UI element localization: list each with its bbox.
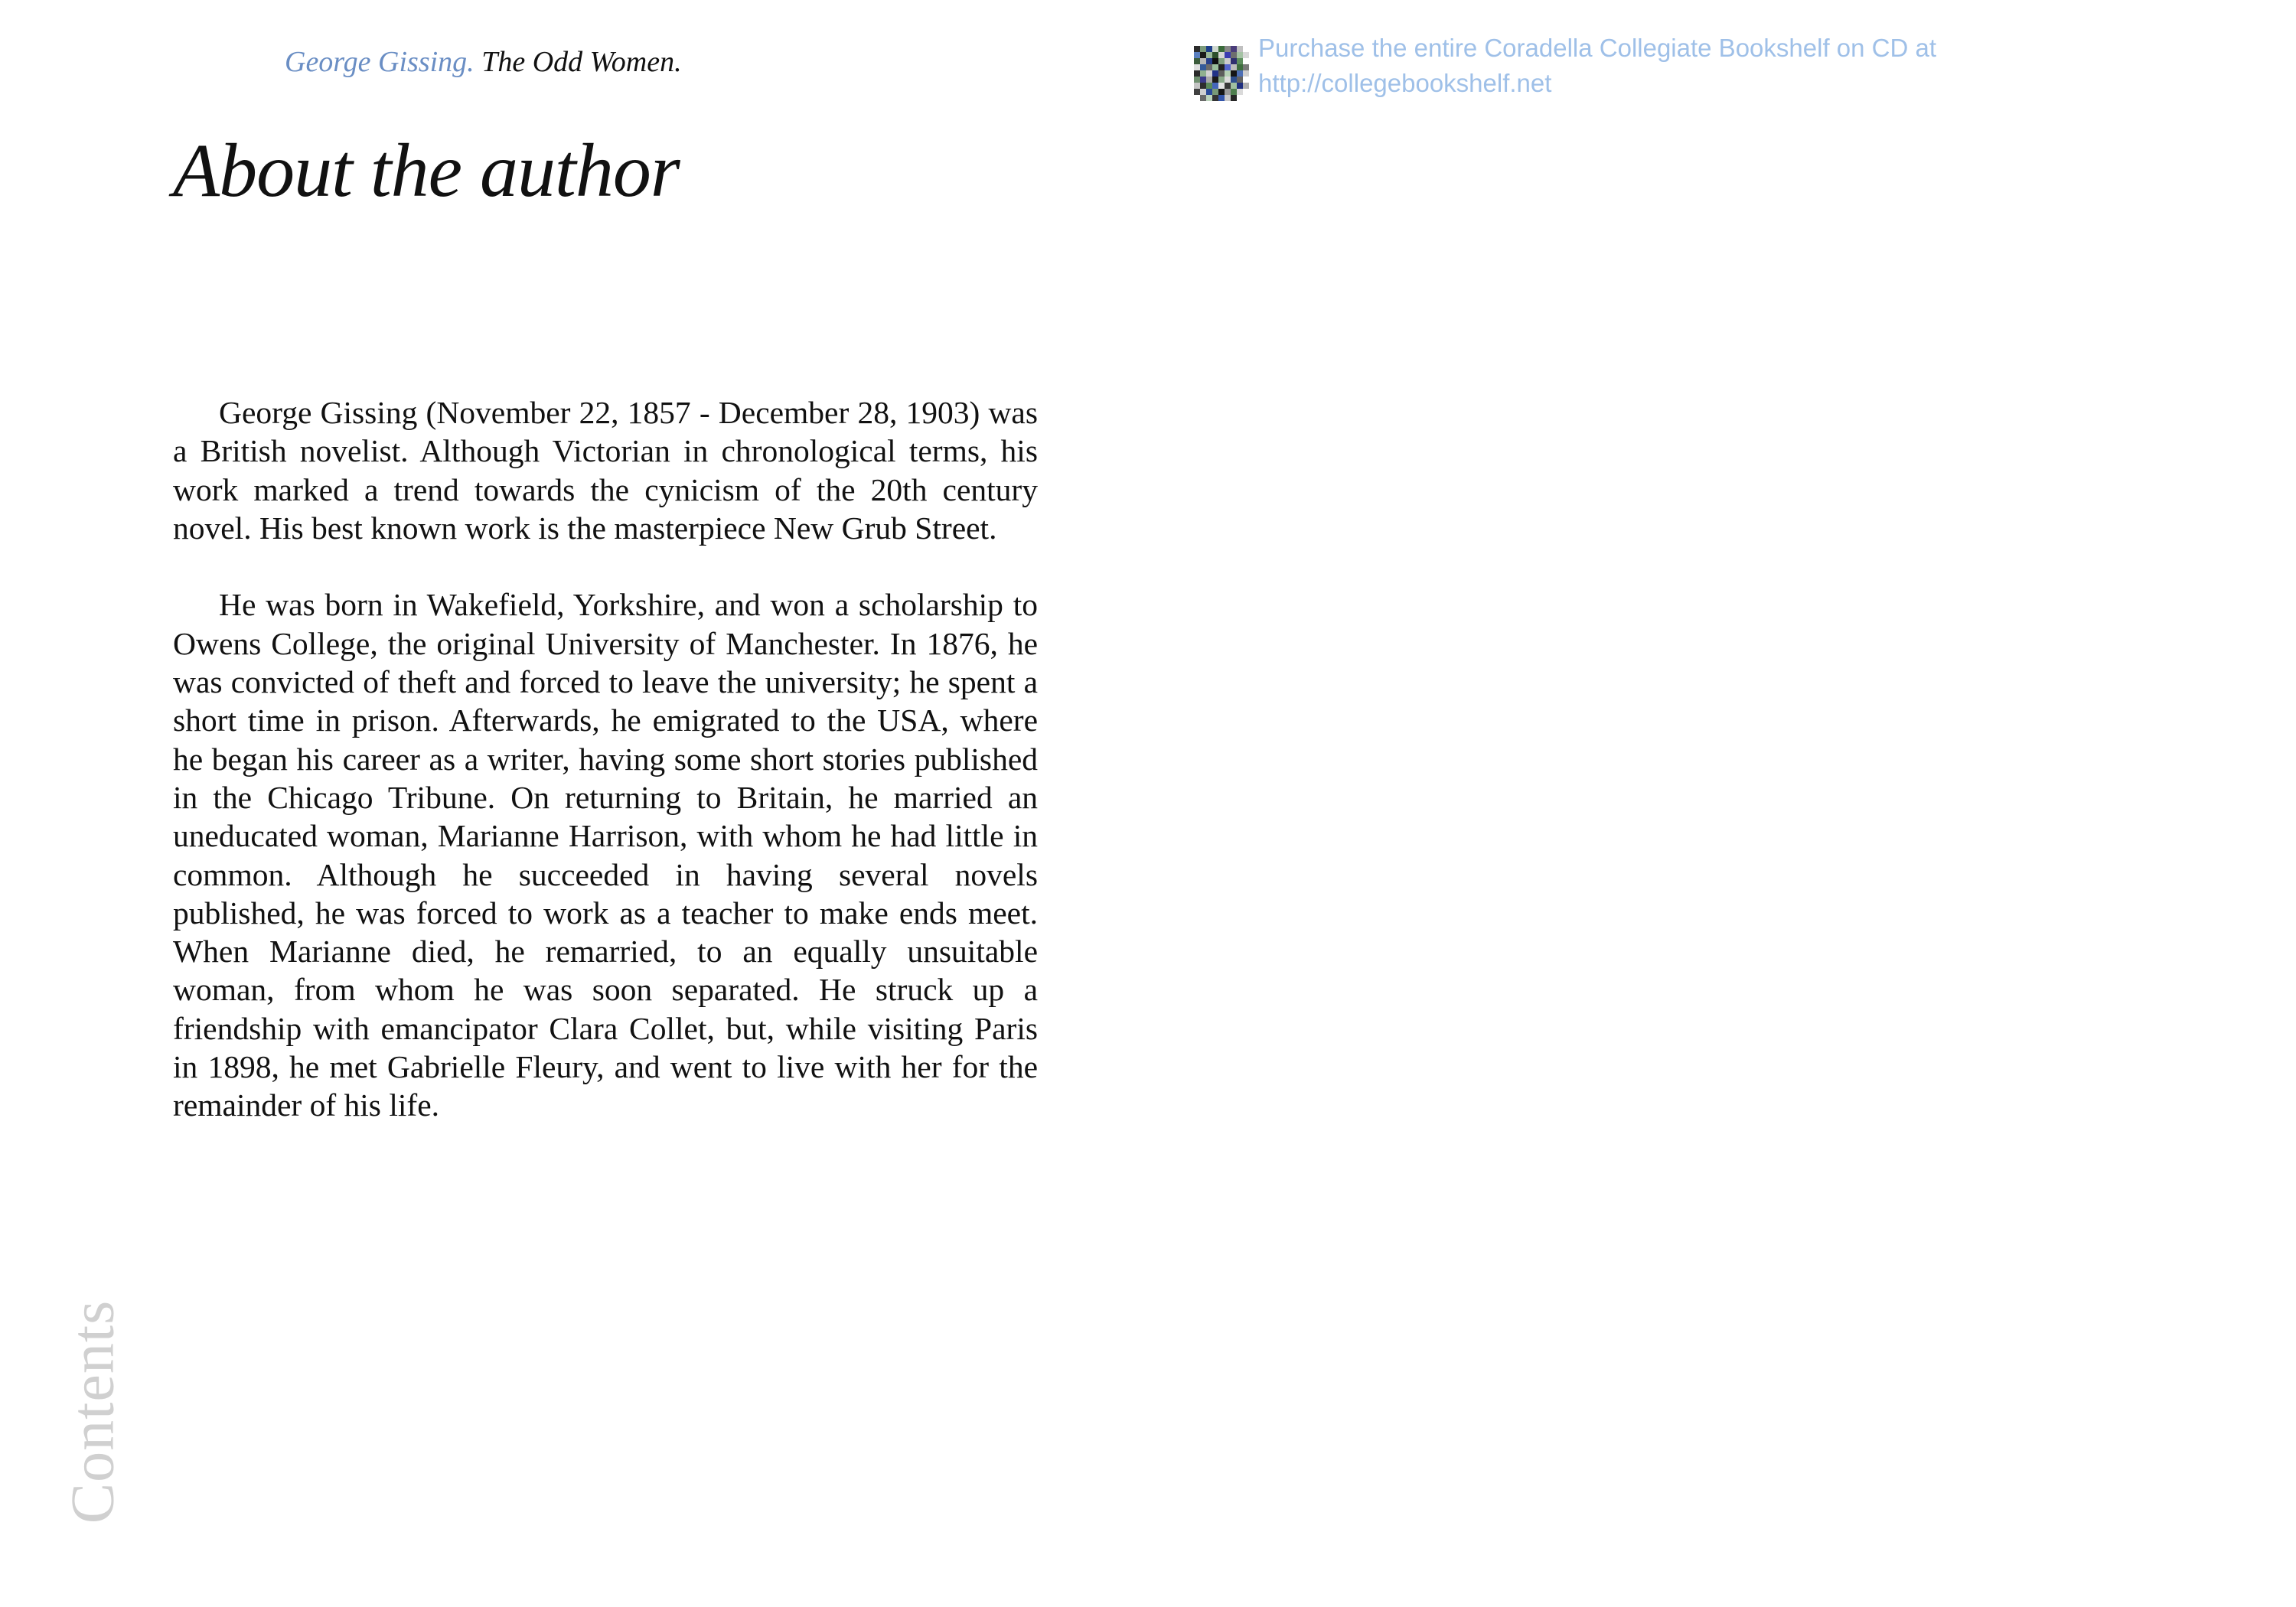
contents-nav-button[interactable] <box>59 1289 127 1534</box>
book-title: The Odd Women. <box>481 46 682 78</box>
article-body <box>173 393 1038 1163</box>
promo-url[interactable]: http://collegebookshelf.net <box>1258 69 1552 97</box>
promo-link[interactable] <box>1258 31 1936 101</box>
page-title: About the author <box>173 128 680 213</box>
promo-line-1: Purchase the entire Coradella Collegiate Bookshelf on CD at <box>1258 34 1937 62</box>
running-header <box>285 47 682 77</box>
cd-mosaic-icon <box>1194 44 1249 103</box>
author-link[interactable]: George Gissing. <box>285 46 475 78</box>
promo-banner[interactable] <box>1194 31 1936 103</box>
body-paragraph: George Gissing (November 22, 1857 - December 28, 1903) was a British novelist. Although Victorian in chronological terms, his work marked a trend towards the cynicism of the 20th century novel. His best known work is the masterpiece New Grub Street. <box>173 395 1038 546</box>
contents-label: Contents <box>59 1299 127 1524</box>
body-paragraph: He was born in Wakefield, Yorkshire, and won a scholarship to Owens College, the original University of Manchester. In 1876, he was convicted of theft and forced to leave the university; he spent a short time in prison. Afterwards, he emigrated to the USA, where he began his career as a writer, having some short stories published in the Chicago Tribune. On returning to Britain, he married an uneducated woman, Marianne Harrison, with whom he had little in common. Although he succeeded in having several novels published, he was forced to work as a teacher to make ends meet. When Marianne died, he remarried, to an equally unsuitable woman, from whom he was soon separated. He struck up a friendship with emancipator Clara Collet, but, while visiting Paris in 1898, he met Gabrielle Fleury, and went to live with her for the remainder of his life. <box>173 587 1038 1123</box>
